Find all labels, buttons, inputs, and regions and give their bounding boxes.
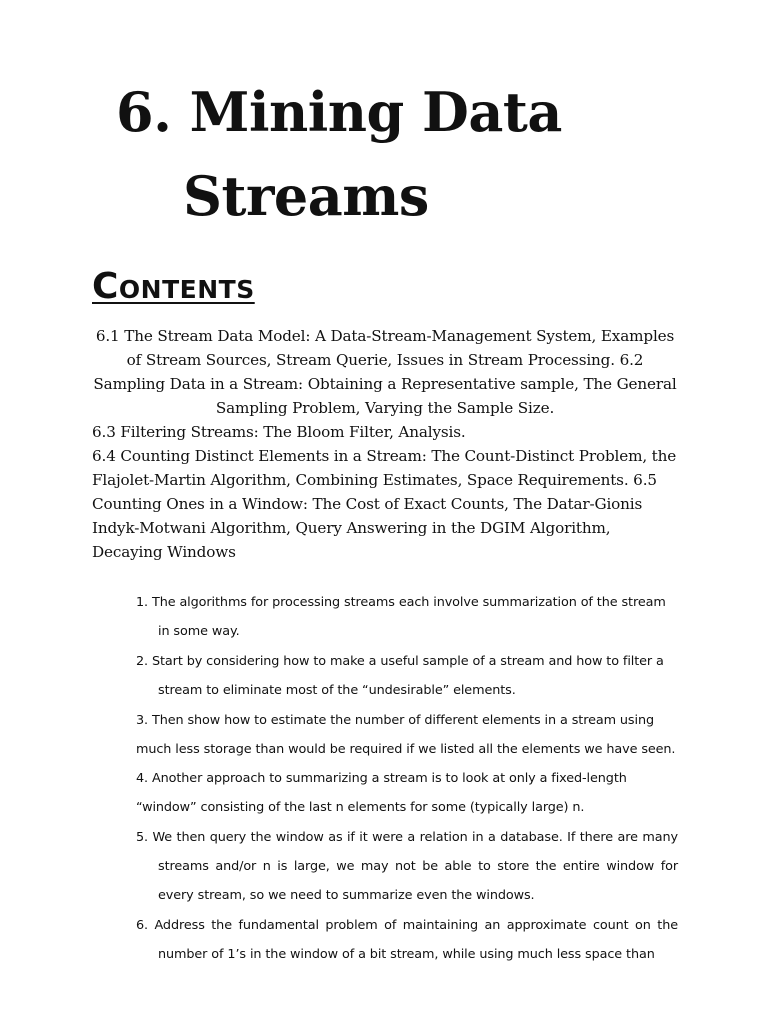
page-title — [0, 70, 768, 238]
page-title-line-1: 6. Mining Data — [116, 80, 562, 144]
toc-paragraph-2: 6.3 Filtering Streams: The Bloom Filter, Analysis. — [92, 423, 466, 441]
list-item: 1. The algorithms for processing streams each involve summarization of the stream in some way. — [136, 595, 666, 639]
contents-heading: Contents — [92, 266, 255, 307]
table-of-contents — [92, 324, 678, 564]
page-title-line-2: Streams — [183, 164, 429, 228]
list-item: 6. Address the fundamental problem of maintaining an approximate count on the number of 1’s in the window of a bit stream, while using much less space than — [136, 918, 678, 962]
numbered-list — [136, 588, 678, 970]
list-item: 3. Then show how to estimate the number of different elements in a stream using much less storage than would be required if we listed all the elements we have seen. 4. Another approach to summarizing a stream is to look at only a fixed-length “window” consisting of the last n elements for some (typically large) n. — [136, 713, 676, 815]
toc-paragraph-1: 6.1 The Stream Data Model: A Data-Stream-Management System, Examples of Stream Sources, Stream Querie, Issues in Stream Processing. 6.2 Sampling Data in a Stream: Obtaining a Representative sample, The General Sampling Problem, Varying the Sample Size. — [93, 327, 677, 417]
list-item: 5. We then query the window as if it were a relation in a database. If there are many streams and/or n is large, we may not be able to store the entire window for every stream, so we need to summarize even the windows. — [136, 830, 678, 903]
toc-paragraph-3: 6.4 Counting Distinct Elements in a Stream: The Count-Distinct Problem, the Flajolet-Martin Algorithm, Combining Estimates, Space Requirements. 6.5 Counting Ones in a Window: The Cost of Exact Counts, The Datar-Gionis Indyk-Motwani Algorithm, Query Answering in the DGIM Algorithm, Decaying Windows — [92, 447, 677, 561]
list-item: 2. Start by considering how to make a useful sample of a stream and how to filter a stream to eliminate most of the “undesirable” elements. — [136, 654, 664, 698]
